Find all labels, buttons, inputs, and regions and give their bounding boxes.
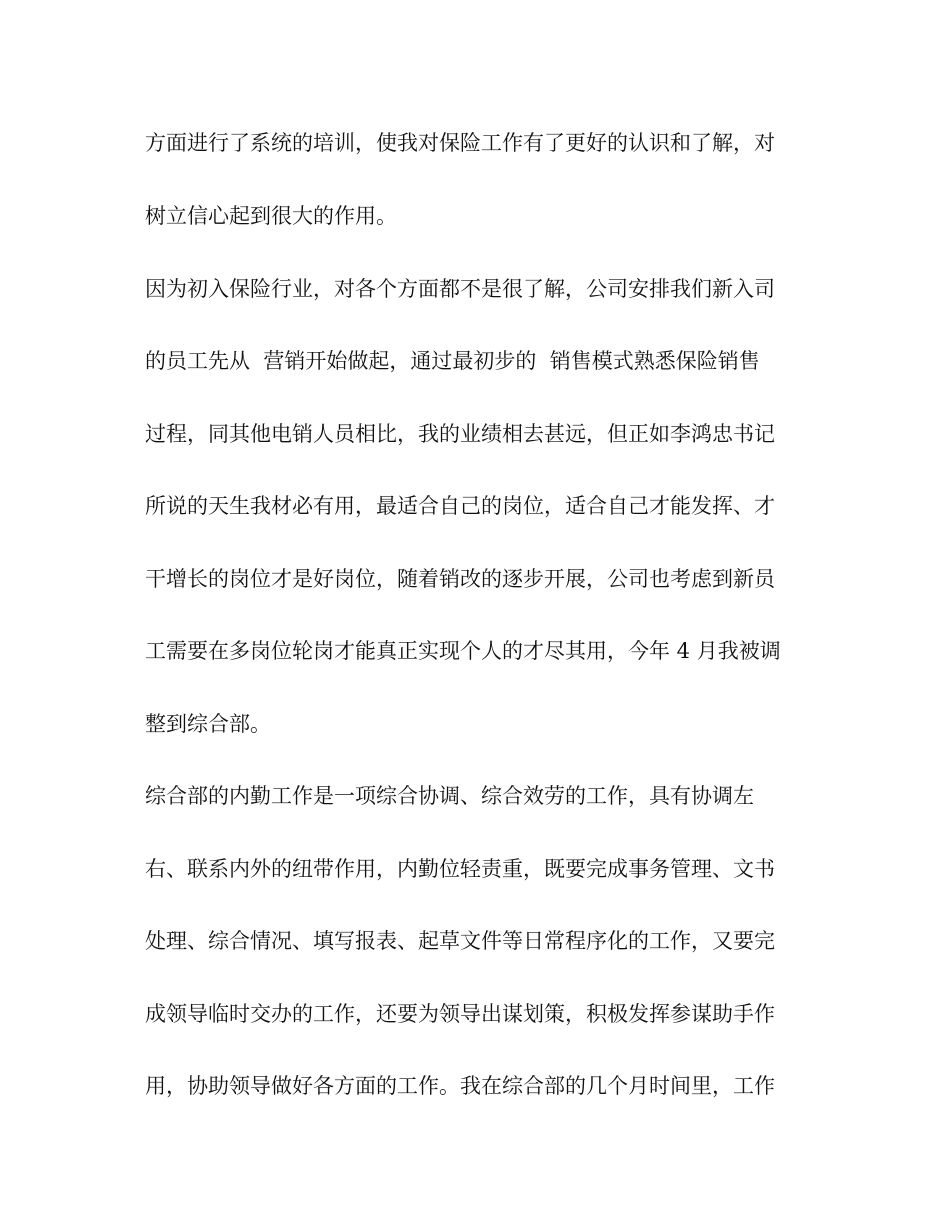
text-line: 用，协助领导做好各方面的工作。我在综合部的几个月时间里，工作: [145, 1074, 775, 1098]
text-line: 方面进行了系统的培训，使我对保险工作有了更好的认识和了解，对: [145, 131, 775, 155]
text-line: 整到综合部。: [145, 712, 271, 736]
text-line: 工需要在多岗位轮岗才能真正实现个人的才尽其用，今年 4 月我被调: [145, 639, 781, 663]
text-line: 因为初入保险行业，对各个方面都不是很了解，公司安排我们新入司: [145, 277, 775, 301]
text-line: 的员工先从 营销开始做起，通过最初步的 销售模式熟悉保险销售: [145, 349, 760, 373]
text-line: 干增长的岗位才是好岗位，随着销改的逐步开展，公司也考虑到新员: [145, 567, 775, 591]
text-line: 右、联系内外的纽带作用，内勤位轻责重，既要完成事务管理、文书: [145, 857, 775, 881]
text-line: 过程，同其他电销人员相比，我的业绩相去甚远，但正如李鸿忠书记: [145, 422, 775, 446]
text-line: 树立信心起到很大的作用。: [145, 204, 397, 228]
text-line: 综合部的内勤工作是一项综合协调、综合效劳的工作，具有协调左: [145, 784, 754, 808]
text-line: 成领导临时交办的工作，还要为领导出谋划策，积极发挥参谋助手作: [145, 1002, 775, 1026]
text-line: 所说的天生我材必有用，最适合自己的岗位，适合自己才能发挥、才: [145, 494, 775, 518]
text-line: 处理、综合情况、填写报表、起草文件等日常程序化的工作，又要完: [145, 929, 775, 953]
